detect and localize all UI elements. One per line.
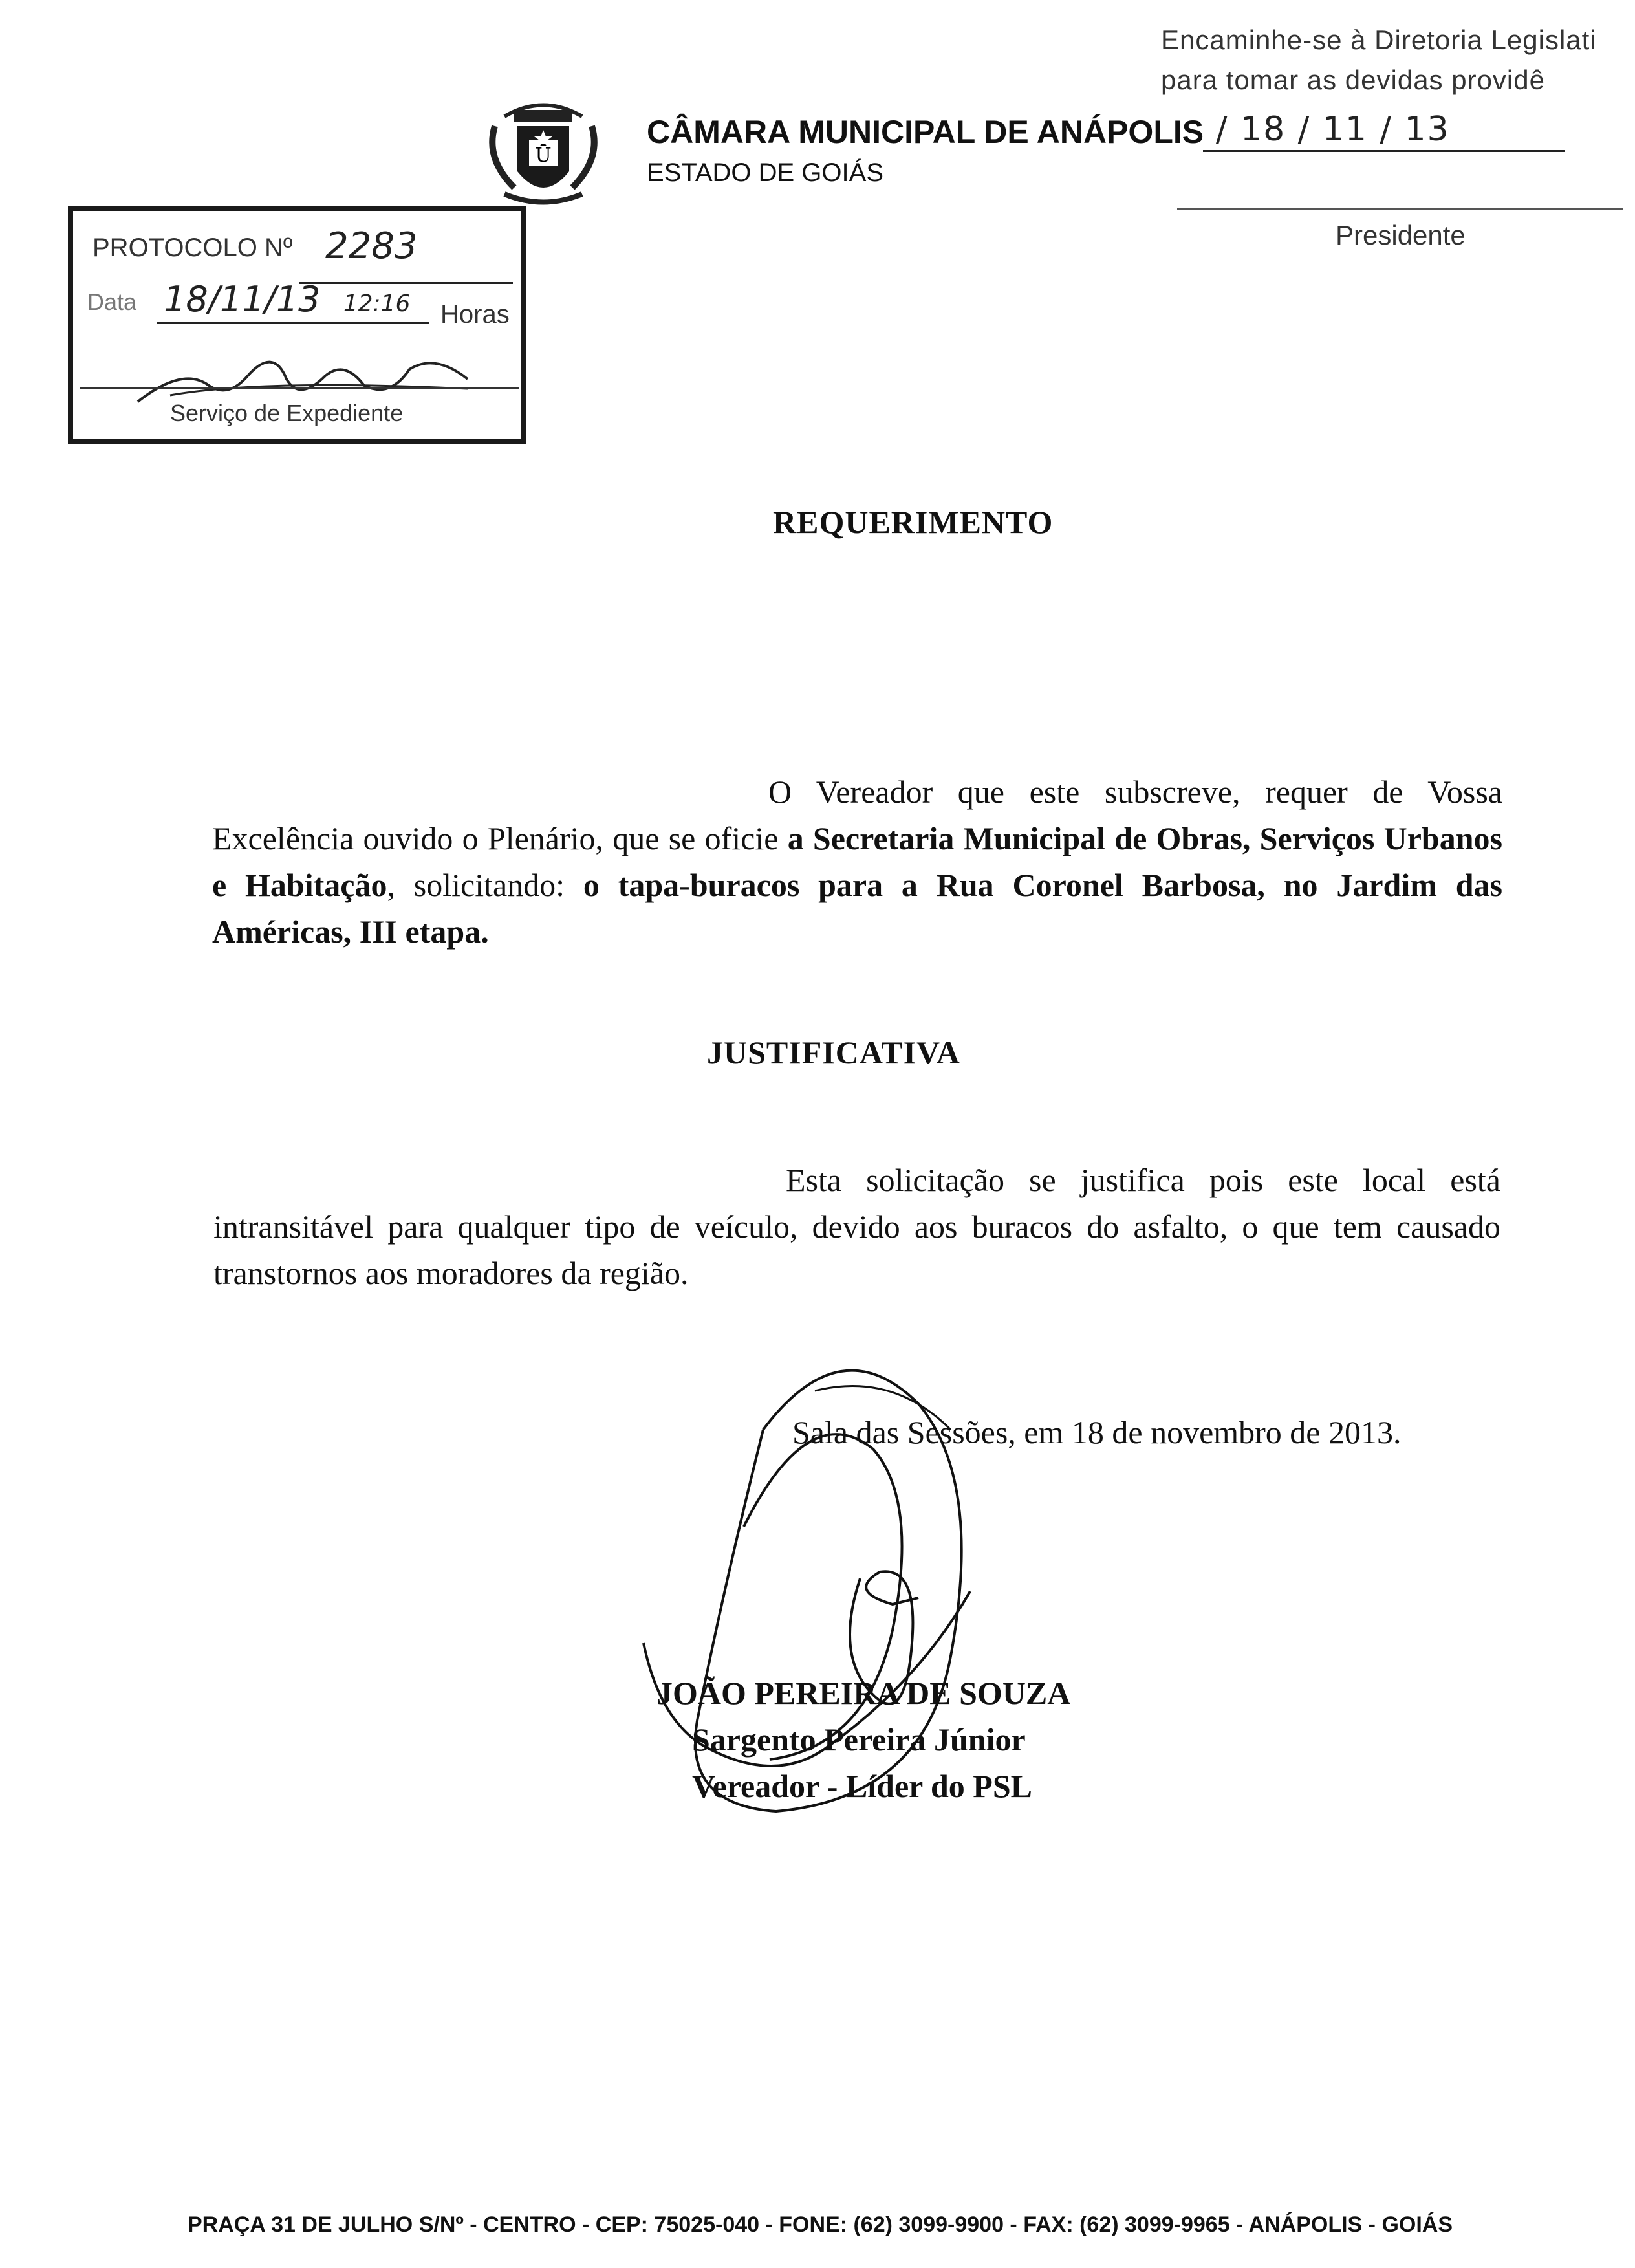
protocol-time: 12:16 xyxy=(343,290,411,317)
forwarding-date: / 18 / 11 / 13 xyxy=(1216,110,1450,149)
institution-title: CÂMARA MUNICIPAL DE ANÁPOLIS xyxy=(647,114,1204,150)
justification-paragraph: Esta solicitação se justifica pois este local está intransitável para qualquer tipo de veículo, devido aos buracos do asfalto, o que tem causado transtornos aos moradores da região. xyxy=(213,1162,1500,1291)
state-subtitle: ESTADO DE GOIÁS xyxy=(647,158,883,187)
signatory-name: JOÃO PEREIRA DE SOUZA xyxy=(656,1675,1071,1711)
protocol-hours-label: Horas xyxy=(440,300,510,329)
justification-title: JUSTIFICATIVA xyxy=(707,1034,960,1071)
request-middle: , solicitando: xyxy=(387,867,583,903)
protocol-service-label: Serviço de Expediente xyxy=(170,400,404,426)
forwarding-stamp-line1: Encaminhe-se à Diretoria Legislati xyxy=(1161,25,1597,55)
protocol-date: 18/11/13 xyxy=(164,279,321,320)
signatory-alias: Sargento Pereira Júnior xyxy=(692,1721,1026,1758)
footer-address: PRAÇA 31 DE JULHO S/Nº - CENTRO - CEP: 75025-040 - FONE: (62) 3099-9900 - FAX: (62) 3099-9965 - ANÁPOLIS - GOIÁS xyxy=(188,2212,1453,2237)
document-title: REQUERIMENTO xyxy=(773,504,1054,540)
protocol-date-label: Data xyxy=(87,289,137,315)
forwarding-stamp-line2: para tomar as devidas providê xyxy=(1161,65,1545,95)
svg-text:Ū: Ū xyxy=(535,144,552,167)
signatory-role: Vereador - Líder do PSL xyxy=(692,1768,1032,1804)
request-subject: o tapa-buracos para a Rua Coronel Barbosa, no Jardim das Américas, III etapa. xyxy=(212,867,1502,950)
place-date: Sala das Sessões, em 18 de novembro de 2013. xyxy=(792,1414,1402,1450)
protocol-label: PROTOCOLO Nº xyxy=(92,234,293,262)
forwarding-signature-title: Presidente xyxy=(1336,220,1466,250)
request-recipient: a Secretaria Municipal de Obras, Serviços Urbanos e Habitação xyxy=(212,820,1503,903)
protocol-number: 2283 xyxy=(325,225,418,267)
request-intro: O Vereador que este subscreve, requer de Vossa Excelência ouvido o Plenário, que se oficie xyxy=(212,774,1502,856)
